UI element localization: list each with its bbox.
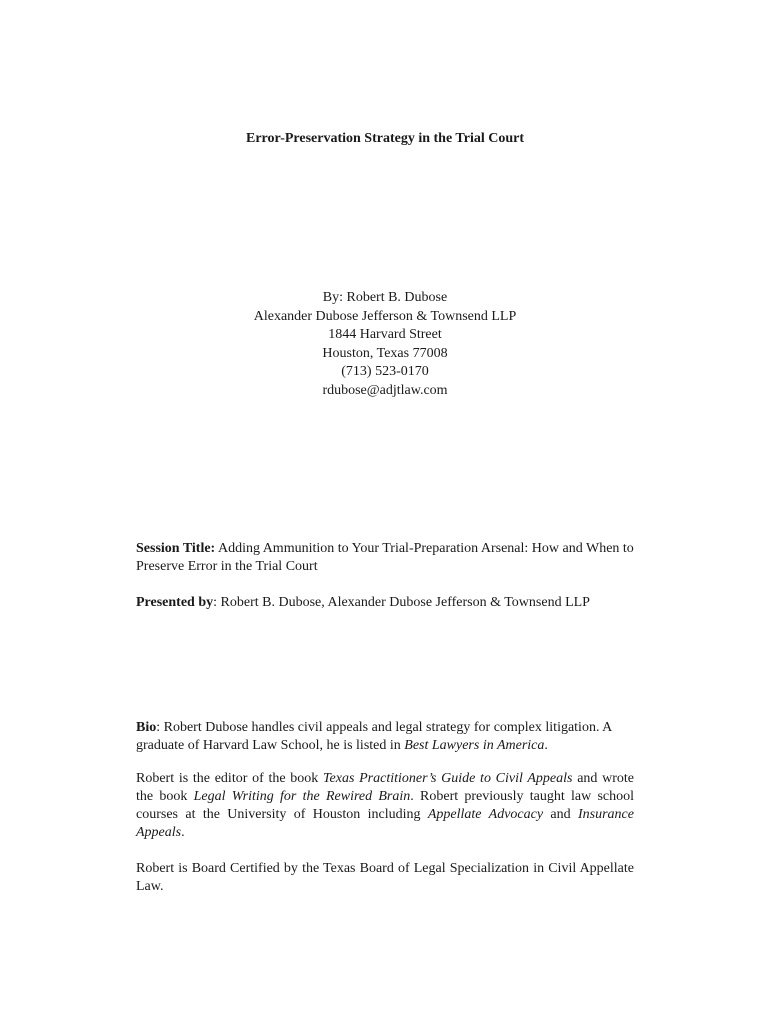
bio-text: : Robert Dubose handles civil appeals and legal strategy for complex litigation. A graduate of Harvard Law School, he is listed in: [136, 720, 612, 753]
course-insurance-appeals: Insurance Appeals: [136, 807, 634, 840]
bio-books-text-d: and: [543, 807, 578, 822]
author-email: rdubose@adjtlaw.com: [322, 382, 448, 398]
presented-by-text: : Robert B. Dubose, Alexander Dubose Jefferson & Townsend LLP: [213, 595, 590, 610]
course-appellate-advocacy: Appellate Advocacy: [427, 807, 544, 822]
author-contact-block: [0, 289, 770, 400]
bio-books-text-a: Robert is the editor of the book: [136, 771, 324, 786]
presented-by-paragraph: [136, 594, 634, 612]
author-city: Houston, Texas 77008: [322, 345, 448, 361]
author-phone: (713) 523-0170: [341, 364, 429, 379]
bio-best-lawyers: Best Lawyers in America: [404, 738, 545, 753]
author-street: 1844 Harvard Street: [328, 327, 442, 342]
session-title-text: Adding Ammunition to Your Trial-Preparation Arsenal: How and When to Preserve Error in the Trial Court: [136, 541, 634, 574]
book-title-legal-writing: Legal Writing for the Rewired Brain: [193, 789, 411, 804]
book-title-civil-appeals: Texas Practitioner’s Guide to Civil Appeals: [323, 771, 573, 786]
presented-by-label: Presented by: [136, 595, 214, 610]
bio-books-text-c: . Robert previously taught law school courses at the University of Houston including: [136, 789, 635, 822]
bio-books-text-e: .: [181, 825, 185, 840]
session-title-label: Session Title:: [136, 541, 216, 556]
bio-paragraph: [136, 719, 634, 755]
author-firm: Alexander Dubose Jefferson & Townsend LLP: [253, 308, 517, 324]
bio-label: Bio: [136, 720, 157, 735]
bio-books-paragraph: [136, 770, 634, 842]
author-byline: By: Robert B. Dubose: [322, 290, 448, 305]
bio-certification-paragraph: Robert is Board Certified by the Texas Board of Legal Specialization in Civil Appellate Law.: [136, 861, 634, 894]
document-title: Error-Preservation Strategy in the Trial Court: [246, 131, 524, 146]
bio-text-end: .: [544, 738, 548, 753]
session-title-paragraph: [136, 540, 634, 576]
bio-books-text-b: and wrote the book: [136, 771, 635, 804]
